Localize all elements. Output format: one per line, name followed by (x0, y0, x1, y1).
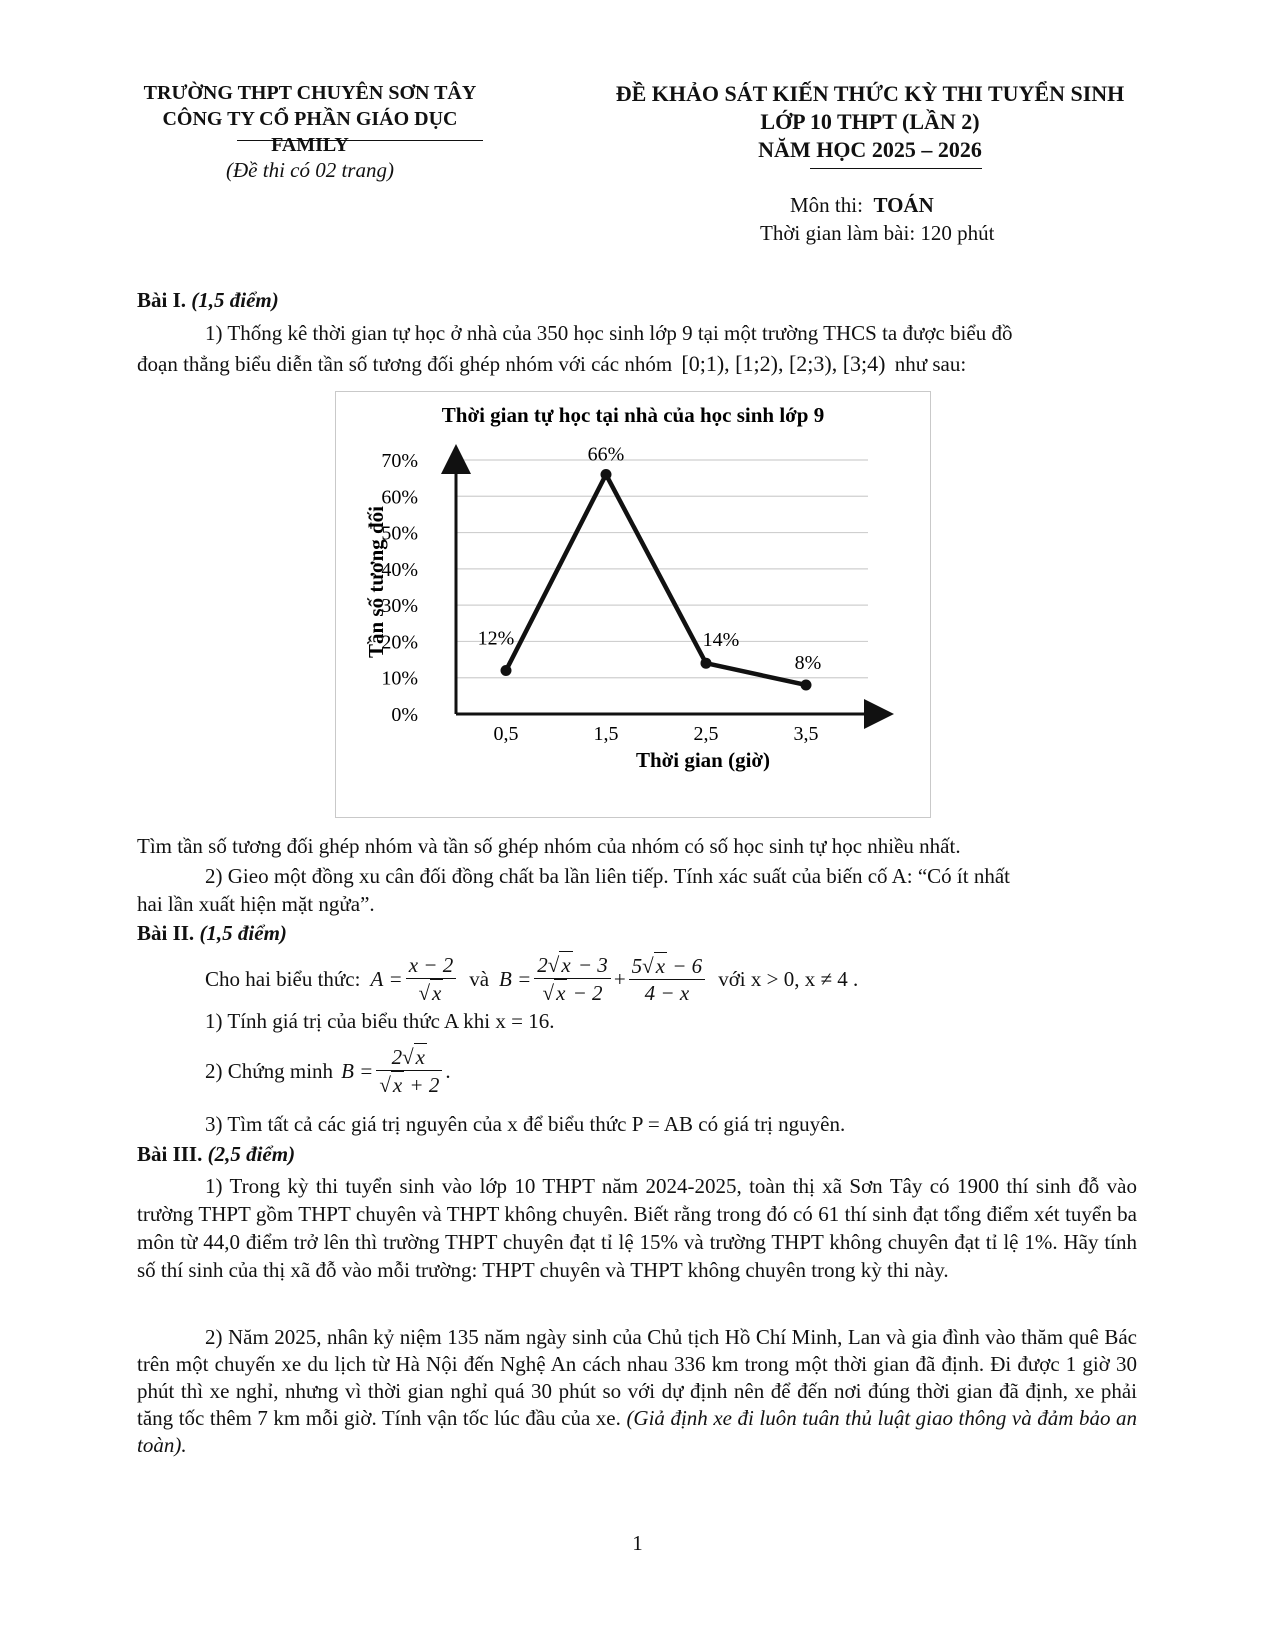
school-line-2: CÔNG TY CỔ PHẦN GIÁO DỤC FAMILY (162, 108, 458, 156)
y-tick-label: 70% (381, 450, 418, 472)
chart-frame (335, 391, 931, 818)
bai1-points: (1,5 điểm) (191, 288, 279, 312)
y-axis-label: Tần số tương đối (364, 505, 388, 659)
y-tick-label: 60% (381, 486, 418, 509)
data-label: 14% (702, 629, 740, 652)
bai1-p1-line2-a: đoạn thẳng biểu diễn tần số tương đối ghép nhóm với các nhóm (137, 352, 673, 376)
bai1-title: Bài I. (137, 288, 187, 312)
series-line (501, 469, 812, 690)
x-tick-label: 1,5 (593, 723, 619, 745)
page-number: 1 (632, 1531, 643, 1555)
expr-a: A = (370, 966, 403, 991)
bai1-p2-line1: 2) Gieo một đồng xu cân đối đồng chất ba lần liên tiếp. Tính xác suất của biến cố A: “Có ít nhất (205, 864, 1011, 888)
y-tick-label: 0% (391, 704, 418, 726)
bai2-heading (137, 919, 287, 947)
x-tick-label: 3,5 (793, 723, 819, 745)
x-tick-label: 0,5 (493, 723, 519, 745)
bai1-p1-line2 (137, 350, 966, 378)
school-header (130, 80, 490, 158)
bai1-groups: [0;1), [1;2), [2;3), [3;4) (681, 351, 886, 376)
bai2-points: (1,5 điểm) (199, 921, 287, 945)
school-line-1: TRƯỜNG THPT CHUYÊN SƠN TÂY (143, 82, 477, 104)
bai2-q2-line: 2) Chứng minh B = $\frac{2√x}{√x + 2}$ . (205, 1045, 451, 1097)
expr-b: B = (499, 966, 532, 991)
frac-b2: $\frac{5√x - 6}{4 - x}$ (629, 952, 706, 1006)
bai1-p1-line1: 1) Thống kê thời gian tự học ở nhà của 350 học sinh lớp 9 tại một trường THCS ta được biểu đồ (205, 321, 1013, 345)
header-left-rule (237, 140, 483, 141)
data-point (701, 658, 712, 669)
frac-q2: $\frac{2√x}{√x + 2}$ (376, 1043, 442, 1098)
chart-title: Thời gian tự học tại nhà của học sinh lớp 9 (441, 403, 825, 427)
y-tick-label: 10% (381, 667, 418, 690)
data-point (501, 665, 512, 676)
exam-header (600, 80, 1140, 164)
y-tick-label: 40% (381, 558, 418, 581)
bai3-p1: 1) Trong kỳ thi tuyển sinh vào lớp 10 THPT năm 2024-2025, toàn thị xã Sơn Tây có 1900 thí sinh đỗ vào trường THPT gồm THPT chuyên và THPT không chuyên. Biết rằng trong đó có 61 thí sinh đạt tổng điểm xét tuyển ba môn từ 44,0 điểm trở lên thì trường THPT chuyên đạt tỉ lệ 15% và trường THPT không chuyên đạt tỉ lệ 1%. Hãy tính số thí sinh của thị xã đỗ vào mỗi trường: THPT chuyên và THPT không chuyên trong kỳ thi này. (137, 1174, 1137, 1282)
bai3-title: Bài III. (137, 1142, 203, 1166)
exam-line-2: LỚP 10 THPT (LẦN 2) (760, 109, 980, 134)
bai3-p2-note: (Giả định xe đi luôn tuân thủ luật giao thông và đảm bảo an toàn). (137, 1406, 1138, 1457)
bai1-question: Tìm tần số tương đối ghép nhóm và tần số ghép nhóm của nhóm có số học sinh tự học nhiều nhất. (137, 834, 961, 858)
data-point (801, 679, 812, 690)
bai3-heading (137, 1140, 295, 1168)
line-chart (336, 392, 930, 817)
bai2-expressions: Cho hai biểu thức: A = $\frac{x - 2}{√x}$ và B = $\frac{2√x - 3}{√x - 2}$ + $\frac{5√x - 6}{4 - x}$ với x > 0, x ≠ 4 . (205, 952, 859, 1005)
y-tick-label: 50% (381, 522, 418, 545)
bai3-p2 (137, 1324, 1137, 1459)
x-tick-label: 2,5 (693, 723, 719, 745)
header-right-rule (810, 168, 982, 169)
frac-b1: $\frac{2√x - 3}{√x - 2}$ (534, 951, 611, 1006)
exam-line-3: NĂM HỌC 2025 – 2026 (758, 137, 982, 162)
bai2-q1: 1) Tính giá trị của biểu thức A khi x = 16. (205, 1009, 555, 1033)
exam-time: Thời gian làm bài: 120 phút (760, 221, 995, 245)
bai3-p2-text: 2) Năm 2025, nhân kỷ niệm 135 năm ngày sinh của Chủ tịch Hồ Chí Minh, Lan và gia đình vào thăm quê Bác trên một chuyến xe du lịch từ Hà Nội đến Nghệ An cách nhau 336 km trong một thời gian đã định. Đi được 1 giờ 30 phút thì xe nghỉ, nhưng vì thời gian nghỉ quá 30 phút so với dự định nên để đến nơi đúng thời gian đã định, xe phải tăng tốc thêm 7 km mỗi giờ. Tính vận tốc lúc đầu của xe. (137, 1325, 1137, 1430)
bai1-heading (137, 286, 279, 314)
bai3-points: (2,5 điểm) (207, 1142, 296, 1166)
subject-line (790, 193, 934, 218)
bai2-q3: 3) Tìm tất cả các giá trị nguyên của x để biểu thức P = AB có giá trị nguyên. (205, 1112, 846, 1136)
bai2-title: Bài II. (137, 921, 195, 945)
data-label: 66% (587, 443, 625, 466)
data-point (601, 469, 612, 480)
pages-note: (Đề thi có 02 trang) (226, 158, 394, 182)
bai2-intro: Cho hai biểu thức: (205, 966, 361, 991)
bai2-condition: với x > 0, x ≠ 4 . (718, 966, 859, 991)
frac-a: $\frac{x - 2}{√x}$ (406, 952, 457, 1006)
x-tick-labels (494, 723, 819, 745)
data-label: 8% (794, 651, 822, 674)
y-tick-label: 30% (381, 595, 418, 618)
data-label: 12% (477, 627, 515, 650)
bai2-q2: 2) Chứng minh (205, 1058, 334, 1083)
exam-line-1: ĐỀ KHẢO SÁT KIẾN THỨC KỲ THI TUYỂN SINH (615, 81, 1125, 106)
y-tick-label: 20% (381, 631, 418, 654)
series-polyline (506, 475, 806, 685)
subject-label: Môn thi: (790, 193, 863, 217)
bai2-and: và (469, 966, 490, 991)
bai1-p2-line2: hai lần xuất hiện mặt ngửa”. (137, 892, 375, 916)
subject: TOÁN (873, 193, 934, 217)
x-axis-label: Thời gian (giờ) (635, 748, 771, 772)
bai1-p1-line2-b: như sau: (894, 352, 967, 376)
